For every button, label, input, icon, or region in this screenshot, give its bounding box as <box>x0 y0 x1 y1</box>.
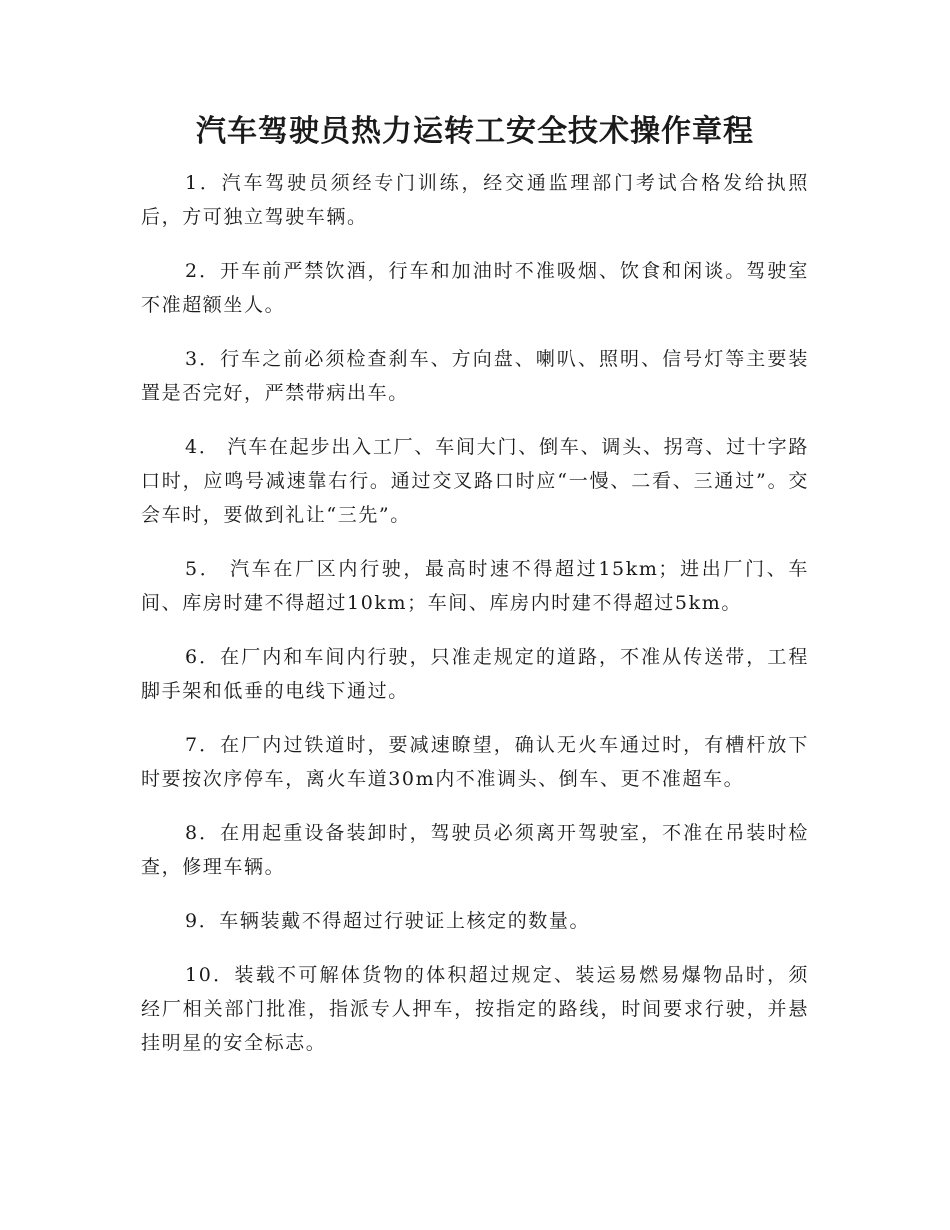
paragraph-8: 8．在用起重设备装卸时，驾驶员必须离开驾驶室，不准在吊装时检查，修理车辆。 <box>141 822 809 878</box>
paragraph-3: 3．行车之前必须检查刹车、方向盘、喇叭、照明、信号灯等主要装置是否完好，严禁带病出车。 <box>141 348 809 404</box>
paragraph-7: 7．在厂内过铁道时，要减速瞭望，确认无火车通过时，有槽杆放下时要按次序停车，离火车道30m内不准调头、倒车、更不准超车。 <box>141 734 809 790</box>
paragraph-4: 4． 汽车在起步出入工厂、车间大门、倒车、调头、拐弯、过十字路口时，应鸣号减速靠右行。通过交叉路口时应“一慢、二看、三通过”。交会车时，要做到礼让“三先”。 <box>141 436 809 526</box>
paragraph-10: 10．装载不可解体货物的体积超过规定、装运易燃易爆物品时，须经厂相关部门批准，指派专人押车，按指定的路线，时间要求行驶，并悬挂明星的安全标志。 <box>141 964 809 1054</box>
document-body <box>141 166 809 1080</box>
document-title: 汽车驾驶员热力运转工安全技术操作章程 <box>196 114 754 149</box>
paragraph-5: 5． 汽车在厂区内行驶，最高时速不得超过15km；进出厂门、车间、库房时建不得超过10km；车间、库房内时建不得超过5km。 <box>141 558 809 614</box>
paragraph-6: 6．在厂内和车间内行驶，只准走规定的道路，不准从传送带，工程脚手架和低垂的电线下通过。 <box>141 646 809 702</box>
paragraph-2: 2．开车前严禁饮酒，行车和加油时不准吸烟、饮食和闲谈。驾驶室不准超额坐人。 <box>141 260 809 316</box>
paragraph-9: 9．车辆装戴不得超过行驶证上核定的数量。 <box>185 910 591 932</box>
paragraph-1: 1．汽车驾驶员须经专门训练，经交通监理部门考试合格发给执照后，方可独立驾驶车辆。 <box>141 172 809 228</box>
